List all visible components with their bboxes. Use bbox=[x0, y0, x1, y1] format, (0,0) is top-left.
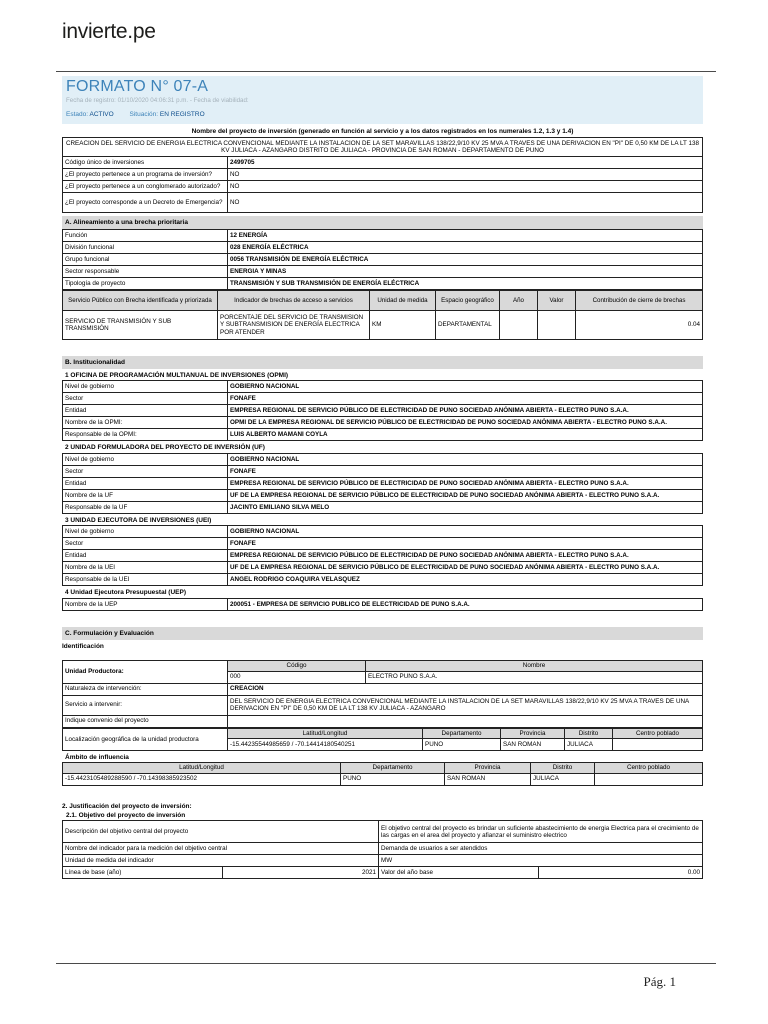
situacion-value: EN REGISTRO bbox=[159, 110, 205, 118]
servicio-value: DEL SERVICIO DE ENERGIA ELECTRICA CONVENCIONAL MEDIANTE LA INSTALACION DE LA SET MARAVILLAS 138/22,9/10 KV 25 MVA A TRAVES DE UNA DERIVACION EN "PI" DE 0,50 KM DE LA LT 138 KV JULIACA - AZANGARO bbox=[228, 695, 703, 715]
situacion-label: Situación: bbox=[129, 110, 159, 118]
brecha-table bbox=[62, 290, 703, 340]
up-code: 000 bbox=[228, 671, 366, 683]
brecha-cell: DEPARTAMENTAL bbox=[436, 311, 500, 340]
brecha-cell: PORCENTAJE DEL SERVICIO DE TRANSMISION Y SUBTRANSMISION DE ENERGÍA ELECTRICA POR ATENDER bbox=[218, 311, 370, 340]
convenio-value bbox=[228, 715, 703, 727]
grupo-label: Grupo funcional bbox=[63, 254, 228, 266]
brecha-cell bbox=[538, 311, 576, 340]
uep-table bbox=[62, 598, 703, 611]
row-label: Nombre de la UEP bbox=[63, 598, 228, 610]
desc-value: El objetivo central del proyecto es brindar un suficiente abastecimiento de energia Electrica para el crecimiento de las cargas en el area del proyecto y afianzar el suministro electrico bbox=[379, 821, 703, 843]
project-name-caption: Nombre del proyecto de inversión (generado en función al servicio y a los datos registrados en los numerales 1.2, 1.3 y 1.4) bbox=[191, 128, 574, 135]
naturaleza-value: CREACION bbox=[228, 683, 703, 695]
row-value: UF DE LA EMPRESA REGIONAL DE SERVICIO PÚBLICO DE ELECTRICIDAD DE PUNO SOCIEDAD ANÓNIMA ABIERTA - ELECTRO PUNO S.A.A. bbox=[228, 562, 703, 574]
bottom-divider bbox=[56, 963, 716, 964]
identificacion-table bbox=[62, 660, 703, 727]
cui-label: Código único de inversiones bbox=[63, 157, 228, 169]
ambito-title: Ámbito de influencia bbox=[65, 753, 129, 761]
loc-header: Provincia bbox=[501, 728, 565, 738]
ambito-header: Departamento bbox=[341, 763, 445, 773]
row-value: JACINTO EMILIANO SILVA MELO bbox=[228, 501, 703, 513]
page-number: Pág. 1 bbox=[643, 974, 676, 989]
justificacion-title: 2. Justificación del proyecto de inversión: bbox=[62, 802, 192, 810]
row-value: UF DE LA EMPRESA REGIONAL DE SERVICIO PÚBLICO DE ELECTRICIDAD DE PUNO SOCIEDAD ANÓNIMA ABIERTA - ELECTRO PUNO S.A.A. bbox=[228, 489, 703, 501]
row-value: FONAFE bbox=[228, 538, 703, 550]
section-c-title: C. Formulación y Evaluación bbox=[62, 627, 703, 640]
ambito-value bbox=[595, 773, 703, 785]
status-line bbox=[66, 111, 699, 118]
row-label: Nivel de gobierno bbox=[63, 453, 228, 465]
naturaleza-label: Naturaleza de intervención: bbox=[63, 683, 228, 695]
row-label: Sector bbox=[63, 393, 228, 405]
row-value: FONAFE bbox=[228, 465, 703, 477]
row-label: Nombre de la UEI bbox=[63, 562, 228, 574]
brecha-header: Valor bbox=[538, 291, 576, 311]
section-b-title: B. Institucionalidad bbox=[62, 356, 703, 369]
uf-title: 2 UNIDAD FORMULADORA DEL PROYECTO DE INVERSIÓN (UF) bbox=[65, 444, 265, 452]
logo-text: invierte.pe bbox=[62, 19, 156, 43]
row-value: OPMI DE LA EMPRESA REGIONAL DE SERVICIO PÚBLICO DE ELECTRICIDAD DE PUNO SOCIEDAD ANÓNIMA ABIERTA - ELECTRO PUNO S.A.A. bbox=[228, 417, 703, 429]
conglomerado-label: ¿El proyecto pertenece a un conglomerado autorizado? bbox=[63, 181, 228, 193]
up-header: Nombre bbox=[366, 661, 703, 671]
up-name: ELECTRO PUNO S.A.A. bbox=[366, 671, 703, 683]
up-label: Unidad Productora: bbox=[63, 661, 228, 683]
brecha-header: Espacio geográfico bbox=[436, 291, 500, 311]
ambito-header: Latitud/Longitud bbox=[63, 763, 341, 773]
funcion-label: Función bbox=[63, 230, 228, 242]
registration-date: Fecha de registro: 01/10/2020 04:06:31 p.m. - Fecha de viabilidad: bbox=[66, 97, 249, 105]
lb-year: 2021 bbox=[223, 867, 379, 879]
loc-header: Departamento bbox=[423, 728, 501, 738]
top-divider bbox=[56, 71, 716, 72]
division-label: División funcional bbox=[63, 242, 228, 254]
objetivo-title: 2.1. Objetivo del proyecto de inversión bbox=[66, 811, 186, 819]
sector-label: Sector responsable bbox=[63, 266, 228, 278]
estado-label: Estado: bbox=[66, 110, 89, 118]
row-value: GOBIERNO NACIONAL bbox=[228, 381, 703, 393]
row-label: Nivel de gobierno bbox=[63, 381, 228, 393]
ind-value: Demanda de usuarios a ser atendidos bbox=[379, 843, 703, 855]
ambito-table bbox=[62, 762, 703, 785]
ambito-header: Provincia bbox=[445, 763, 531, 773]
opmi-table bbox=[62, 380, 703, 441]
loc-label: Localización geográfica de la unidad productora bbox=[63, 728, 228, 750]
project-table bbox=[62, 137, 703, 213]
loc-header: Distrito bbox=[565, 728, 613, 738]
form-header bbox=[62, 76, 703, 124]
loc-header: Latitud/Longitud bbox=[228, 728, 423, 738]
row-value: EMPRESA REGIONAL DE SERVICIO PÚBLICO DE ELECTRICIDAD DE PUNO SOCIEDAD ANÓNIMA ABIERTA - ELECTRO PUNO S.A.A. bbox=[228, 550, 703, 562]
row-value: EMPRESA REGIONAL DE SERVICIO PÚBLICO DE ELECTRICIDAD DE PUNO SOCIEDAD ANÓNIMA ABIERTA - ELECTRO PUNO S.A.A. bbox=[228, 405, 703, 417]
loc-value: JULIACA bbox=[565, 738, 613, 750]
loc-value bbox=[613, 738, 703, 750]
va-value: 0.00 bbox=[539, 867, 703, 879]
section-a-table bbox=[62, 229, 703, 290]
brecha-cell: KM bbox=[370, 311, 436, 340]
row-value: FONAFE bbox=[228, 393, 703, 405]
row-label: Nivel de gobierno bbox=[63, 526, 228, 538]
row-label: Responsable de la UEI bbox=[63, 574, 228, 586]
tipologia-value: TRANSMISIÓN Y SUB TRANSMISIÓN DE ENERGÍA ELÉCTRICA bbox=[228, 278, 703, 290]
sector-value: ENERGIA Y MINAS bbox=[228, 266, 703, 278]
row-label: Sector bbox=[63, 538, 228, 550]
ambito-value: -15.4423105489288590 / -70.14398385923502 bbox=[63, 773, 341, 785]
brecha-cell bbox=[500, 311, 538, 340]
va-label: Valor del año base bbox=[379, 867, 539, 879]
brecha-header: Indicador de brechas de acceso a servicios bbox=[218, 291, 370, 311]
row-label: Responsable de la UF bbox=[63, 501, 228, 513]
up-header: Código bbox=[228, 661, 366, 671]
loc-header: Centro poblado bbox=[613, 728, 703, 738]
loc-value: SAN ROMAN bbox=[501, 738, 565, 750]
form-title: FORMATO N° 07-A bbox=[66, 78, 209, 95]
row-value: 200051 - EMPRESA DE SERVICIO PUBLICO DE ELECTRICIDAD DE PUNO S.A.A. bbox=[228, 598, 703, 610]
row-label: Nombre de la UF bbox=[63, 489, 228, 501]
row-value: GOBIERNO NACIONAL bbox=[228, 453, 703, 465]
ambito-value: SAN ROMAN bbox=[445, 773, 531, 785]
ind-label: Nombre del indicador para la medición del objetivo central bbox=[63, 843, 379, 855]
row-label: Entidad bbox=[63, 405, 228, 417]
ambito-header: Distrito bbox=[531, 763, 595, 773]
ambito-header: Centro poblado bbox=[595, 763, 703, 773]
project-name: CREACION DEL SERVICIO DE ENERGIA ELECTRICA CONVENCIONAL MEDIANTE LA INSTALACION DE LA SET MARAVILLAS 138/22,9/10 KV 25 MVA A TRAVES DE UNA DERIVACION EN "PI" DE 0,50 KM DE LA LT 138 KV JULIACA - AZANGARO DISTRITO DE JULIACA - PROVINCIA DE SAN ROMAN - DEPARTAMENTO DE PUNO bbox=[63, 138, 703, 157]
row-label: Nombre de la OPMI: bbox=[63, 417, 228, 429]
programa-value: NO bbox=[228, 169, 703, 181]
grupo-value: 0056 TRANSMISIÓN DE ENERGÍA ELÉCTRICA bbox=[228, 254, 703, 266]
loc-value: PUNO bbox=[423, 738, 501, 750]
objetivo-table bbox=[62, 820, 703, 879]
opmi-title: 1 OFICINA DE PROGRAMACIÓN MULTIANUAL DE INVERSIONES (OPMI) bbox=[65, 372, 289, 379]
brecha-header: Servicio Público con Brecha identificada y priorizada bbox=[63, 291, 218, 311]
ambito-value: JULIACA bbox=[531, 773, 595, 785]
identificacion-title: Identificación bbox=[62, 642, 104, 650]
uf-table bbox=[62, 453, 703, 514]
uep-title: 4 Unidad Ejecutora Presupuestal (UEP) bbox=[65, 589, 187, 597]
lb-label: Línea de base (año) bbox=[63, 867, 223, 879]
brecha-header: Unidad de medida bbox=[370, 291, 436, 311]
row-value: LUIS ALBERTO MAMANI COYLA bbox=[228, 429, 703, 441]
um-value: MW bbox=[379, 855, 703, 867]
convenio-label: Indique convenio del proyecto bbox=[63, 715, 228, 727]
row-value: EMPRESA REGIONAL DE SERVICIO PÚBLICO DE ELECTRICIDAD DE PUNO SOCIEDAD ANÓNIMA ABIERTA - ELECTRO PUNO S.A.A. bbox=[228, 477, 703, 489]
row-label: Entidad bbox=[63, 550, 228, 562]
localizacion-table bbox=[62, 728, 703, 751]
brecha-header: Año bbox=[500, 291, 538, 311]
row-label: Sector bbox=[63, 465, 228, 477]
uei-table bbox=[62, 525, 703, 586]
brecha-header: Contribución de cierre de brechas bbox=[576, 291, 703, 311]
servicio-label: Servicio a intervenir: bbox=[63, 695, 228, 715]
um-label: Unidad de medida del indicador bbox=[63, 855, 379, 867]
form-content bbox=[62, 126, 703, 879]
brecha-cell: SERVICIO DE TRANSMISIÓN Y SUB TRANSMISIÓN bbox=[63, 311, 218, 340]
conglomerado-value: NO bbox=[228, 181, 703, 193]
section-a-title: A. Alineamiento a una brecha prioritaria bbox=[62, 216, 703, 229]
programa-label: ¿El proyecto pertenece a un programa de inversión? bbox=[63, 169, 228, 181]
desc-label: Descripción del objetivo central del proyecto bbox=[63, 821, 379, 843]
ambito-value: PUNO bbox=[341, 773, 445, 785]
row-value: ANGEL RODRIGO COAQUIRA VELASQUEZ bbox=[228, 574, 703, 586]
emergencia-label: ¿El proyecto corresponde a un Decreto de Emergencia? bbox=[63, 193, 228, 213]
division-value: 028 ENERGÍA ELÉCTRICA bbox=[228, 242, 703, 254]
emergencia-value: NO bbox=[228, 193, 703, 213]
row-label: Entidad bbox=[63, 477, 228, 489]
funcion-value: 12 ENERGÍA bbox=[228, 230, 703, 242]
brecha-cell: 0.04 bbox=[576, 311, 703, 340]
loc-value: -15.44235544985659 / -70.14414180540251 bbox=[228, 738, 423, 750]
estado-value: ACTIVO bbox=[89, 110, 114, 118]
row-label: Responsable de la OPMI: bbox=[63, 429, 228, 441]
invierte-logo bbox=[62, 14, 156, 44]
uei-title: 3 UNIDAD EJECUTORA DE INVERSIONES (UEI) bbox=[65, 516, 212, 524]
row-value: GOBIERNO NACIONAL bbox=[228, 526, 703, 538]
tipologia-label: Tipología de proyecto bbox=[63, 278, 228, 290]
cui-value: 2499705 bbox=[228, 157, 703, 169]
